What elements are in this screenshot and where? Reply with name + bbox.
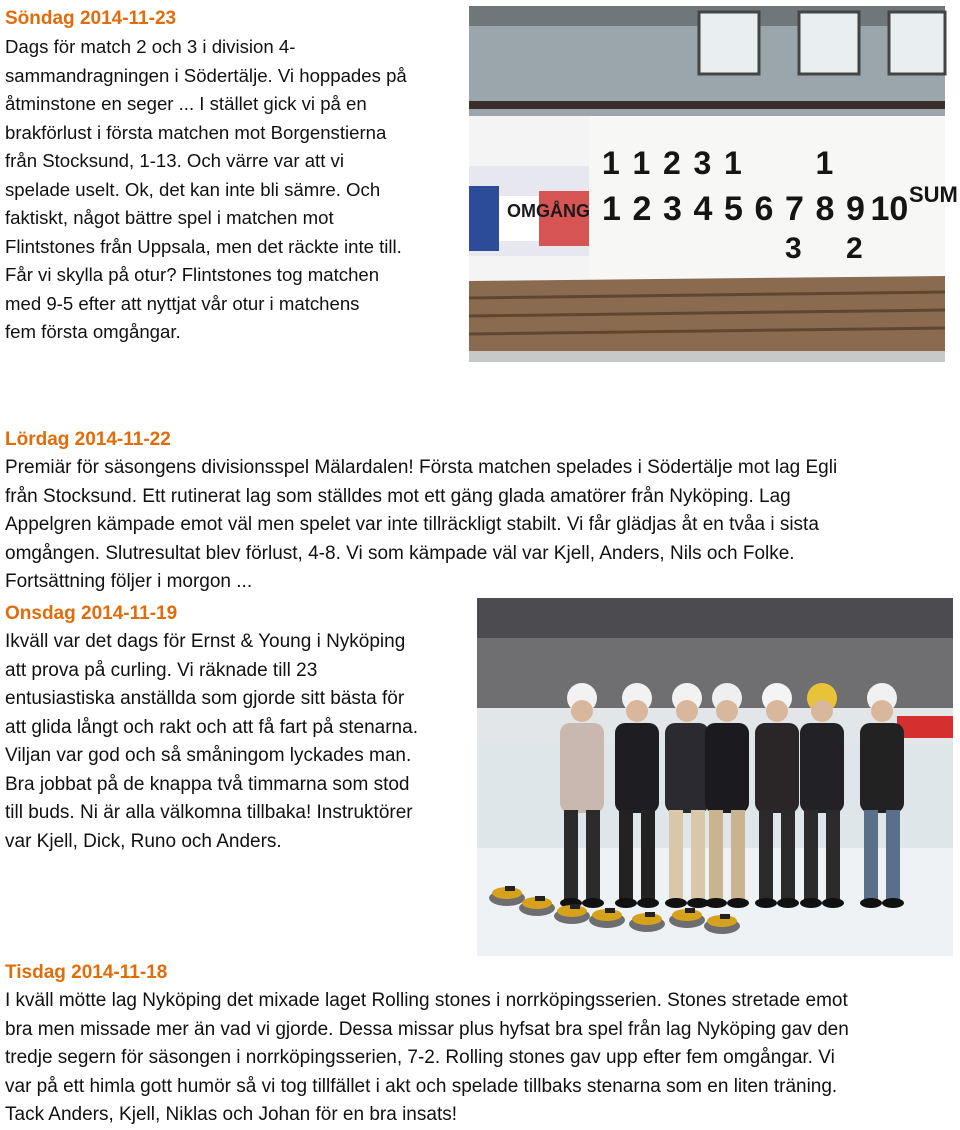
scoreboard-digit: 10 — [870, 190, 909, 228]
scoreboard-digit: 1 — [815, 145, 834, 181]
scoreboard-digit: 2 — [632, 190, 652, 228]
post-tisdag — [5, 959, 957, 1130]
scoreboard-image — [469, 6, 958, 362]
scoreboard-digit: 1 — [602, 145, 620, 181]
post-line: fem första omgångar. — [5, 321, 181, 342]
post-heading: Onsdag 2014-11-19 — [5, 603, 178, 624]
post-line: spelade uselt. Ok, det kan inte bli sämre. Och — [5, 178, 381, 200]
post-line: Ikväll var det dags för Ernst & Young i Nyköping — [5, 631, 406, 652]
post-heading: Tisdag 2014-11-18 — [5, 962, 168, 983]
scoreboard-sum-label: SUM — [909, 182, 958, 207]
post-line: Dags för match 2 och 3 i division 4- — [5, 36, 296, 57]
post-line: åtminstone en seger ... I stället gick vi på en — [5, 93, 367, 114]
scoreboard-digit: 6 — [754, 190, 774, 228]
post-line: Tack Anders, Kjell, Niklas och Johan för en bra insats! — [5, 1104, 458, 1125]
post-line: tredje segern för säsongen i norrköpingsserien, 7-2. Rolling stones gav upp efter fem omgångar. Vi — [5, 1047, 835, 1068]
post-line: entusiastiska anställda som gjorde sitt bästa för — [5, 688, 405, 709]
post-line: att prova på curling. Vi räknade till 23 — [5, 659, 318, 681]
scoreboard-digit: 3 — [663, 190, 682, 228]
post-line: sammandragningen i Södertälje. Vi hoppades på — [5, 64, 407, 86]
post-heading: Lördag 2014-11-22 — [5, 429, 171, 450]
curling-group-photo — [477, 598, 953, 956]
post-line: var på ett himla gott humör så vi tog tillfället i akt och spelade tillbaks stenarna som en liten träning. — [5, 1075, 838, 1097]
scoreboard-label: OMGÅNG — [507, 201, 590, 221]
post-line: Flintstones från Uppsala, men det räckte inte till. — [5, 235, 402, 257]
post-line: brakförlust i första matchen mot Borgenstierna — [5, 121, 387, 143]
scoreboard-digit: 4 — [693, 190, 713, 228]
scoreboard-digit: 3 — [785, 232, 802, 265]
post-body — [5, 628, 475, 856]
scoreboard-digit: 2 — [846, 232, 863, 265]
post-line: faktiskt, något bättre spel i matchen mot — [5, 207, 334, 228]
post-line: Får vi skylla på otur? Flintstones tog matchen — [5, 264, 380, 285]
scoreboard-digit: 3 — [693, 145, 712, 181]
scoreboard-photo — [469, 6, 958, 362]
curling-group-image — [477, 598, 953, 956]
post-line: Viljan var god och så småningom lyckades man. — [5, 745, 412, 766]
scoreboard-digit: 9 — [846, 190, 865, 228]
scoreboard-digit: 8 — [815, 190, 835, 228]
post-line: med 9-5 efter att nyttjat vår otur i matchens — [5, 292, 360, 314]
post-line: att glida långt och rakt och att få fart på stenarna. — [5, 716, 418, 738]
post-line: Bra jobbat på de knappa två timmarna som stod — [5, 773, 410, 795]
post-sondag — [5, 5, 467, 347]
post-onsdag — [5, 600, 475, 856]
post-line: var Kjell, Dick, Runo och Anders. — [5, 830, 282, 852]
post-line: bra men missade mer än vad vi gjorde. Dessa missar plus hyfsat bra spel från lag Nyköping gav den — [5, 1018, 849, 1040]
post-heading: Söndag 2014-11-23 — [5, 8, 177, 29]
scoreboard-digit: 5 — [724, 190, 743, 228]
scoreboard-digit: 7 — [785, 190, 804, 228]
post-line: Premiär för säsongens divisionsspel Mälardalen! Första matchen spelades i Södertälje mot lag Egli — [5, 457, 838, 478]
post-body — [5, 33, 467, 347]
scoreboard-digit: 1 — [724, 145, 742, 181]
post-line: I kväll mötte lag Nyköping det mixade laget Rolling stones i norrköpingsserien. Stones stretade emot — [5, 990, 848, 1011]
post-line: till buds. Ni är alla välkomna tillbaka! Instruktörer — [5, 802, 413, 823]
post-line: Appelgren kämpade emot väl men spelet var inte tillräckligt stabilt. Vi får glädjas åt en tvåa i sista — [5, 514, 819, 535]
post-body — [5, 454, 955, 597]
post-line: Fortsättning följer i morgon ... — [5, 571, 253, 592]
scoreboard-digit: 1 — [632, 145, 651, 181]
post-line: från Stocksund, 1-13. Och värre var att vi — [5, 150, 344, 171]
scoreboard-digit: 1 — [602, 190, 621, 228]
post-body — [5, 987, 957, 1130]
post-lordag — [5, 426, 955, 597]
scoreboard-digit: 2 — [663, 145, 681, 181]
post-line: omgången. Slutresultat blev förlust, 4-8. Vi som kämpade väl var Kjell, Anders, Nils och Folke. — [5, 542, 795, 564]
post-line: från Stocksund. Ett rutinerat lag som ställdes mot ett gäng glada amatörer från Nyköping. Lag — [5, 485, 791, 507]
